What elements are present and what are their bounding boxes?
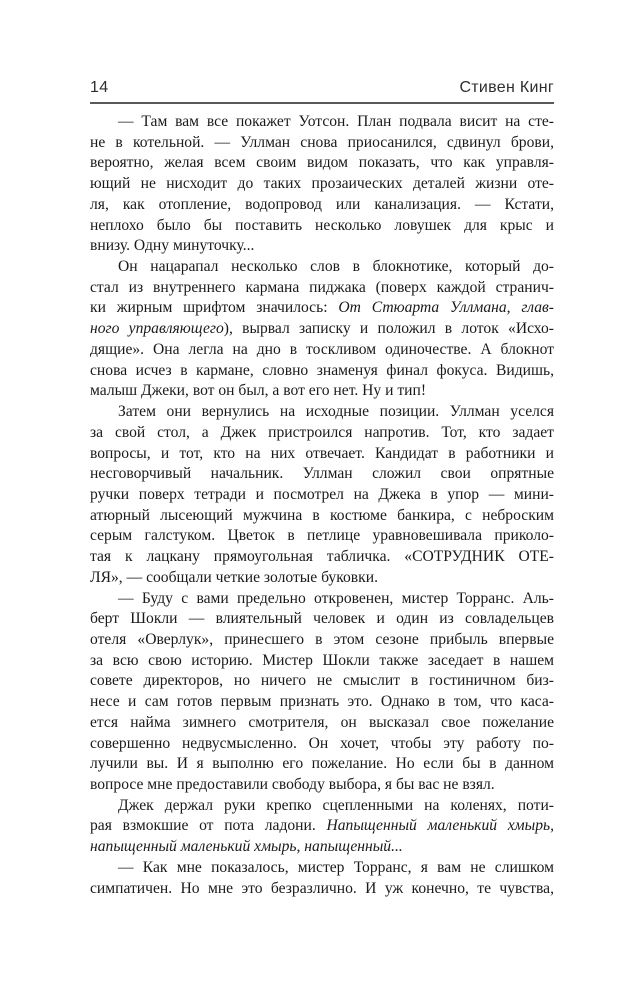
text-line: [90, 589, 554, 610]
text-line: [90, 609, 554, 630]
text-segment: ручки поверх тетради и посмотрел на Джека в упор — мини-: [90, 485, 554, 503]
page-number: 14: [90, 79, 109, 96]
text-line: [90, 858, 554, 879]
text-line: [90, 671, 554, 692]
text-segment: вопросе мне предоставили свободу выбора, я бы вас не взял.: [90, 776, 495, 793]
running-header: [90, 79, 554, 97]
text-line: [90, 734, 554, 755]
text-segment: серым галстуком. Цветок в петлице уравновешивала приколо-: [90, 527, 554, 545]
text-line: [90, 361, 554, 382]
text-line: [90, 112, 554, 133]
text-line: [90, 444, 554, 465]
text-segment: ), вырвал записку и положил в лоток «Исхо-: [223, 320, 554, 338]
text-line: [90, 298, 554, 319]
text-segment: берт Шокли — влиятельный человек и один из совладельцев: [90, 610, 554, 628]
text-line: [90, 153, 554, 174]
paragraph: [90, 112, 554, 257]
italic-text-segment: Напыщенный маленький хмырь,: [326, 817, 554, 835]
text-segment: — Там вам все покажет Уотсон. План подвала висит на сте-: [118, 113, 554, 130]
text-line: [90, 651, 554, 672]
text-line: [90, 236, 554, 257]
text-segment: за всю свою историю. Мистер Шокли также заседает в нашем: [90, 651, 554, 669]
text-segment: отеля «Оверлук», принесшего в этом сезоне прибыль впервые: [90, 630, 554, 648]
text-segment: — Как мне показалось, мистер Торранс, я вам не слишком: [118, 858, 554, 876]
text-line: [90, 547, 554, 568]
text-line: [90, 754, 554, 775]
paragraph: [90, 257, 554, 402]
text-segment: совете директоров, но ничего не смыслит в гостиничном биз-: [90, 672, 554, 690]
text-segment: внизу. Одну минуточку...: [90, 237, 255, 255]
text-segment: симпатичен. Но мне это безразлично. И уж конечно, те чувства,: [90, 879, 554, 897]
text-line: [90, 195, 554, 216]
text-segment: ки жирным шрифтом значилось:: [90, 299, 339, 317]
text-segment: ЛЯ», — сообщали четкие золотые буковки.: [90, 568, 378, 586]
text-line: [90, 381, 554, 402]
text-segment: за свой стол, а Джек пристроился напротив. Тот, кто задает: [90, 423, 554, 441]
running-title: Стивен Кинг: [459, 79, 554, 96]
text-line: [90, 278, 554, 299]
text-line: [90, 133, 554, 154]
text-line: [90, 464, 554, 485]
text-segment: атюрный лысеющий мужчина в костюме банкира, с неброским: [90, 506, 554, 524]
text-segment: вероятно, желая всем своим видом показать, что как управля-: [90, 154, 554, 172]
text-line: [90, 319, 554, 340]
text-segment: рая взмокшие от пота ладони.: [90, 817, 327, 835]
text-line: [90, 796, 554, 817]
text-line: [90, 568, 554, 589]
text-line: [90, 340, 554, 361]
text-line: [90, 174, 554, 195]
text-segment: несговорчивый начальник. Уллман сложил свои опрятные: [90, 465, 554, 483]
header-rule: [90, 102, 554, 104]
text-segment: ющий не нисходит до таких прозаических деталей жизни оте-: [90, 175, 554, 193]
paragraph: [90, 796, 554, 858]
text-line: [90, 257, 554, 278]
text-line: [90, 506, 554, 527]
text-line: [90, 837, 554, 858]
page-body: [90, 112, 554, 899]
paragraph: [90, 402, 554, 588]
text-line: [90, 713, 554, 734]
text-line: [90, 423, 554, 444]
text-line: [90, 216, 554, 237]
text-line: [90, 692, 554, 713]
text-segment: неплохо было бы поставить несколько ловушек для крыс и: [90, 216, 554, 234]
italic-text-segment: ного управляющего: [90, 320, 224, 338]
text-segment: вопросы, и тот, кто на них отвечает. Кандидат в работники и: [90, 444, 554, 462]
text-line: [90, 485, 554, 506]
text-segment: малыш Джеки, вот он был, а вот его нет. Ну и тип!: [90, 382, 427, 400]
text-segment: лучили вы. И я выполню его пожелание. Но если бы в данном: [90, 755, 554, 773]
text-segment: тая к лацкану прямоугольная табличка. «СОТРУДНИК ОТЕ-: [90, 548, 554, 566]
text-line: [90, 775, 554, 796]
text-segment: Джек держал руки крепко сцепленными на коленях, поти-: [118, 796, 554, 814]
paragraph: [90, 589, 554, 796]
text-segment: дящие». Она легла на дно в тоскливом одиночестве. А блокнот: [90, 340, 554, 358]
text-line: [90, 526, 554, 547]
text-segment: несе и сам готов первым признать это. Однако в том, что каса-: [90, 693, 554, 711]
text-segment: не в котельной. — Уллман снова приосанился, сдвинул брови,: [90, 133, 554, 151]
text-segment: ется найма зимнего смотрителя, он высказал свое пожелание: [90, 713, 554, 731]
text-line: [90, 402, 554, 423]
text-segment: — Буду с вами предельно откровенен, мистер Торранс. Аль-: [118, 589, 554, 607]
text-segment: Он нацарапал несколько слов в блокнотике, который до-: [118, 258, 554, 276]
text-segment: стал из внутреннего кармана пиджака (поверх каждой странич-: [90, 278, 554, 296]
text-segment: снова исчез в кармане, словно знаменуя финал фокуса. Видишь,: [90, 361, 554, 379]
italic-text-segment: напыщенный маленький хмырь, напыщенный...: [90, 838, 403, 856]
paragraph: [90, 858, 554, 899]
text-segment: Затем они вернулись на исходные позиции. Уллман уселся: [118, 403, 554, 421]
italic-text-segment: От Стюарта Уллмана, глав-: [338, 299, 554, 317]
text-line: [90, 879, 554, 900]
text-segment: ля, как отопление, водопровод или канализация. — Кстати,: [90, 195, 554, 213]
text-line: [90, 630, 554, 651]
text-segment: совершенно недвусмысленно. Он хочет, чтобы эту работу по-: [90, 734, 554, 752]
text-line: [90, 816, 554, 837]
